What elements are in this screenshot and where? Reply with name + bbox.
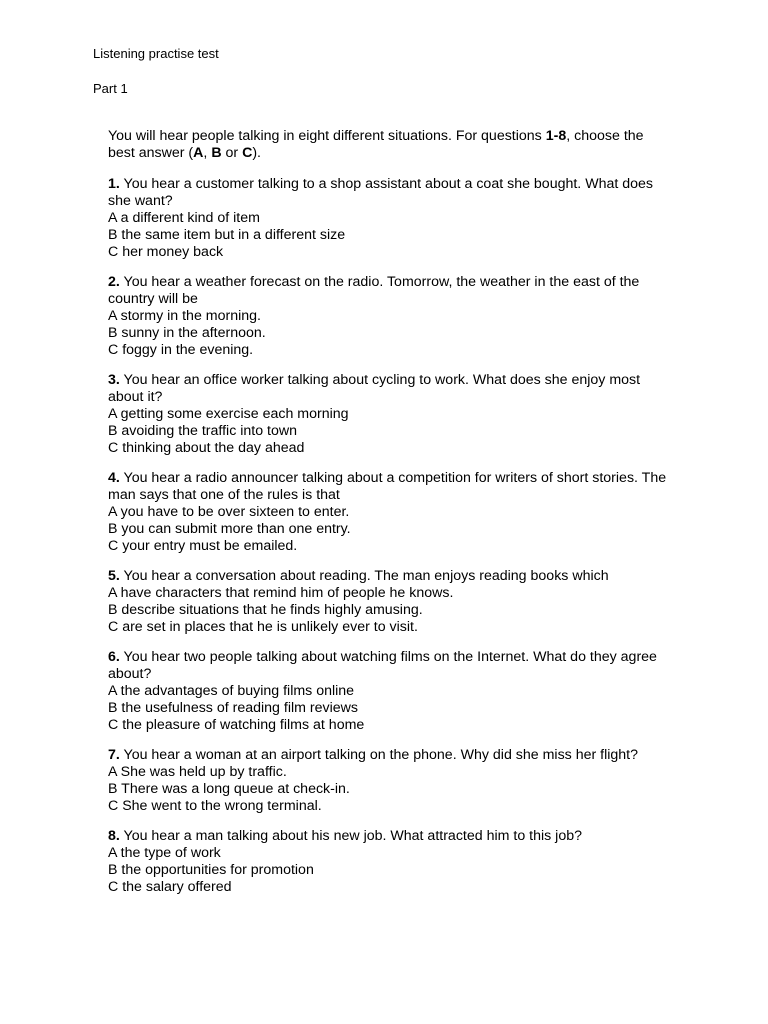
option-c: C are set in places that he is unlikely ever to visit. — [108, 619, 418, 635]
separator: , — [203, 145, 212, 161]
option-c: C thinking about the day ahead — [108, 440, 305, 456]
instructions-end: ). — [252, 145, 261, 161]
question-5 — [108, 568, 668, 636]
question-number: 2. — [108, 274, 120, 290]
question-number: 6. — [108, 649, 120, 665]
question-text: You hear a radio announcer talking about a competition for writers of short stories. The man says that one of the rules is that — [108, 470, 667, 503]
question-stem — [108, 372, 668, 406]
option-c: C her money back — [108, 244, 224, 260]
option-b: B the same item but in a different size — [108, 227, 346, 243]
page-header — [93, 44, 219, 99]
option-a: A the advantages of buying films online — [108, 683, 355, 699]
option-b: B sunny in the afternoon. — [108, 325, 266, 341]
question-text: You hear a conversation about reading. The man enjoys reading books which — [119, 568, 609, 584]
question-number: 7. — [108, 747, 120, 763]
instructions-text-mid: , choose the best answer ( — [108, 128, 644, 161]
question-7 — [108, 747, 668, 815]
question-text: You hear an office worker talking about cycling to work. What does she enjoy most about it? — [108, 372, 641, 405]
question-2 — [108, 274, 668, 359]
option-a: A the type of work — [108, 845, 221, 861]
question-number: 5. — [108, 568, 120, 584]
question-stem — [108, 568, 668, 585]
question-3 — [108, 372, 668, 457]
option-a: A getting some exercise each morning — [108, 406, 349, 422]
question-1 — [108, 176, 668, 261]
question-range: 1-8 — [545, 128, 567, 144]
question-stem — [108, 828, 668, 845]
document-body — [108, 128, 668, 909]
question-stem — [108, 649, 668, 683]
document-title: Listening practise test — [93, 46, 219, 61]
instructions-text: You will hear people talking in eight different situations. For questions — [108, 128, 546, 144]
question-6 — [108, 649, 668, 734]
question-number: 8. — [108, 828, 120, 844]
answer-letter-a: A — [193, 145, 204, 161]
question-text: You hear a weather forecast on the radio. Tomorrow, the weather in the east of the country will be — [108, 274, 640, 307]
option-a: A She was held up by traffic. — [108, 764, 287, 780]
question-stem — [108, 470, 668, 504]
question-text: You hear a woman at an airport talking on the phone. Why did she miss her flight? — [119, 747, 638, 763]
option-b: B you can submit more than one entry. — [108, 521, 351, 537]
instructions — [108, 128, 668, 162]
option-c: C the salary offered — [108, 879, 232, 895]
option-c: C your entry must be emailed. — [108, 538, 298, 554]
option-a: A have characters that remind him of people he knows. — [108, 585, 454, 601]
option-c: C She went to the wrong terminal. — [108, 798, 322, 814]
answer-letter-b: B — [211, 145, 222, 161]
question-number: 4. — [108, 470, 120, 486]
option-a: A a different kind of item — [108, 210, 260, 226]
question-text: You hear two people talking about watching films on the Internet. What do they agree about? — [108, 649, 657, 682]
question-number: 1. — [108, 176, 120, 192]
question-8 — [108, 828, 668, 896]
option-c: C foggy in the evening. — [108, 342, 254, 358]
separator: or — [221, 145, 243, 161]
part-heading: Part 1 — [93, 81, 128, 96]
option-c: C the pleasure of watching films at home — [108, 717, 365, 733]
option-a: A you have to be over sixteen to enter. — [108, 504, 350, 520]
option-b: B the opportunities for promotion — [108, 862, 314, 878]
question-text: You hear a customer talking to a shop assistant about a coat she bought. What does she want? — [108, 176, 654, 209]
question-stem — [108, 747, 668, 764]
option-b: B describe situations that he finds highly amusing. — [108, 602, 423, 618]
option-b: B the usefulness of reading film reviews — [108, 700, 358, 716]
option-b: B avoiding the traffic into town — [108, 423, 298, 439]
answer-letter-c: C — [242, 145, 253, 161]
option-a: A stormy in the morning. — [108, 308, 261, 324]
question-text: You hear a man talking about his new job. What attracted him to this job? — [119, 828, 583, 844]
question-stem — [108, 274, 668, 308]
question-number: 3. — [108, 372, 120, 388]
question-4 — [108, 470, 668, 555]
option-b: B There was a long queue at check-in. — [108, 781, 350, 797]
question-stem — [108, 176, 668, 210]
